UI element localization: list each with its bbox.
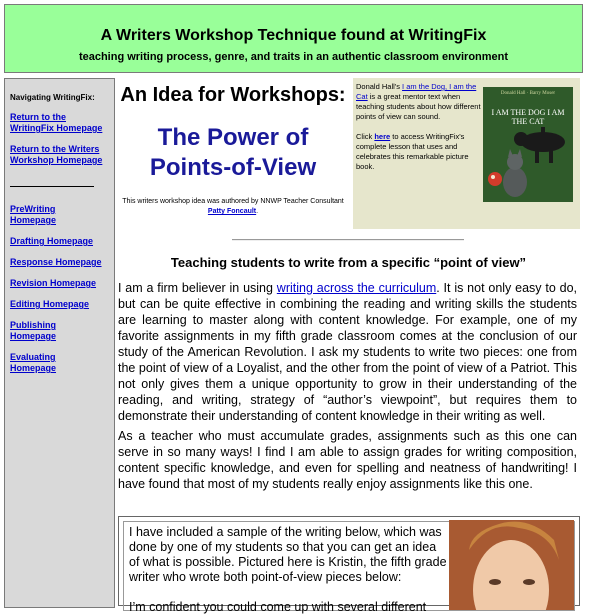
book-text-c: to access WritingFix's complete lesson that uses and celebrates this remarkable picture book. xyxy=(356,132,469,171)
page-title-line-2: Points-of-View xyxy=(149,154,317,181)
idea-heading: An Idea for Workshops: xyxy=(120,84,346,106)
intro-block xyxy=(118,78,348,217)
sidebar-link-publishing[interactable]: Publishing Homepage xyxy=(10,320,57,341)
page-title-line-1: The Power of xyxy=(157,124,309,151)
book-cover-illustration xyxy=(483,87,573,202)
site-title: A Writers Workshop Technique found at WritingFix xyxy=(100,27,487,44)
sidebar-link-drafting[interactable]: Drafting Homepage xyxy=(10,236,94,246)
sidebar-link-response[interactable]: Response Homepage xyxy=(10,257,102,267)
sidebar-link-prewriting[interactable]: PreWriting Homepage xyxy=(10,204,57,225)
sample-text xyxy=(129,525,447,615)
paragraph-2: As a teacher who must accumulate grades, assignments such as this one can serve in so many ways! I find I am able to assign grades for writing composition, content specific knowledge, and even for spelling and neatness of handwriting! I have found that most of my students really enjoy assignments like this one. xyxy=(118,429,577,491)
writing-across-curriculum-link[interactable]: writing across the curriculum xyxy=(276,281,437,295)
sidebar-link-editing[interactable]: Editing Homepage xyxy=(10,299,90,309)
lesson-here-link[interactable]: here xyxy=(374,132,391,141)
paragraph-1-text-b: . It is not only easy to do, but can be quite effective in combining the reading and writing skills the students are learning to master along with content knowledge. For example, one of my favorite assignments in my fifth grade classroom comes at the conclusion of our study of the American Revolution. I ask my students to write two pieces: one from the point of view of a Loyalist, and the other from the point of view of a Patriot. This not only gives them a unique opportunity to grow in their understanding of the reading, and writing, strategy of “author’s viewpoint”, but requires them to demonstrate their understanding of content knowledge in their writing as well. xyxy=(118,281,577,423)
sidebar-divider xyxy=(10,186,94,187)
sample-cut-text: I’m confident you could come up with several different xyxy=(129,600,427,614)
page-title xyxy=(118,123,348,183)
paragraph-1 xyxy=(118,280,577,424)
sidebar-heading: Navigating WritingFix: xyxy=(10,93,95,102)
author-credit: This writers workshop idea was authored by NNWP Teacher Consultant Patty Foncault. xyxy=(122,198,344,215)
paragraph-1-text-a: I am a firm believer in using xyxy=(118,281,273,295)
book-cover-image xyxy=(483,87,573,202)
book-click-text: Click xyxy=(356,132,373,141)
sidebar-link-evaluating[interactable]: Evaluating Homepage xyxy=(10,352,57,373)
student-photo xyxy=(449,520,574,610)
book-text-b: is a great mentor text when teaching students about how different points of view can sound. xyxy=(356,92,481,121)
mentor-text-description xyxy=(356,82,482,172)
section-divider xyxy=(232,239,464,241)
book-cover-title: I AM THE DOG I AM THE CAT xyxy=(491,108,565,126)
author-text: This writers workshop idea was authored by NNWP Teacher Consultant xyxy=(122,198,344,205)
book-cover-author: Donald Hall · Barry Moser xyxy=(500,91,556,96)
sidebar-link-writingfix-home[interactable]: Return to the WritingFix Homepage xyxy=(10,112,103,133)
sidebar-link-workshop-home[interactable]: Return to the Writers Workshop Homepage xyxy=(10,144,103,165)
book-title-link[interactable]: I am the Dog, I am the Cat xyxy=(356,82,477,101)
sample-intro: I have included a sample of the writing below, which was done by one of my students so that you can get an idea of what is possible. Pictured here is Kristin, the fifth grade writer who wrote both point-of-view pieces below: xyxy=(129,525,447,584)
site-subtitle: teaching writing process, genre, and traits in an authentic classroom environment xyxy=(78,51,509,63)
author-link[interactable]: Patty Foncault xyxy=(207,208,257,215)
section-heading: Teaching students to write from a specific “point of view” xyxy=(170,255,527,270)
site-header xyxy=(4,4,583,73)
sidebar-nav xyxy=(4,78,115,608)
student-photo-illustration xyxy=(449,520,574,610)
book-text-a: Donald Hall's xyxy=(356,82,400,91)
sidebar-link-revision[interactable]: Revision Homepage xyxy=(10,278,97,288)
